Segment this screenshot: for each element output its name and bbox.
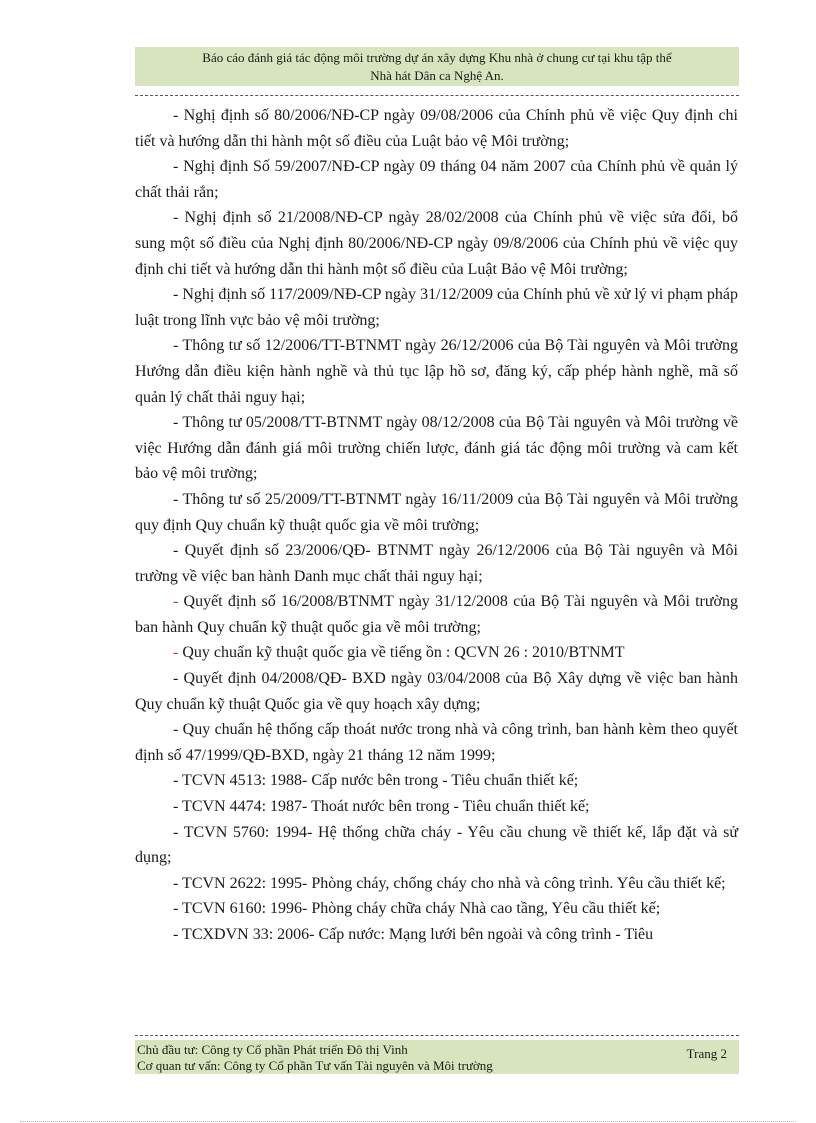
list-dash: - [173, 414, 179, 432]
list-item [135, 282, 738, 333]
list-dash: - [173, 209, 179, 227]
list-item [135, 717, 738, 768]
list-item-text: Nghị định số 21/2008/NĐ-CP ngày 28/02/2008 của Chính phủ về việc sửa đổi, bổ sung một số điều của Nghị định 80/2006/NĐ-CP ngày 09/8/2006 của Chính phủ về việc quy định chi tiết và hướng dẫn thi hành một số điều của Luật Bảo vệ Môi trường; [135, 209, 738, 278]
list-dash: - [173, 874, 179, 892]
list-dash: - [173, 158, 179, 176]
list-item-text: TCVN 5760: 1994- Hệ thống chữa cháy - Yêu cầu chung về thiết kế, lắp đặt và sử dụng; [135, 823, 738, 867]
list-item-text: TCXDVN 33: 2006- Cấp nước: Mạng lưới bên ngoài và công trình - Tiêu [178, 926, 654, 943]
header-title-line1: Báo cáo đánh giá tác động môi trường dự án xây dựng Khu nhà ở chung cư tại khu tập thể [202, 50, 672, 65]
list-item [135, 871, 738, 897]
list-dash: - [173, 772, 179, 790]
list-item-text: Thông tư số 25/2009/TT-BTNMT ngày 16/11/2009 của Bộ Tài nguyên và Môi trường quy định Quy chuẩn kỹ thuật quốc gia về môi trường; [135, 490, 738, 534]
list-item-text: TCVN 4474: 1987- Thoát nước bên trong - Tiêu chuẩn thiết kế; [178, 798, 590, 816]
header-divider [135, 95, 739, 96]
list-dash: - [173, 721, 179, 739]
list-dash: - [173, 926, 179, 943]
list-item [135, 410, 738, 487]
list-item-text: Nghị định Số 59/2007/NĐ-CP ngày 09 tháng 04 năm 2007 của Chính phủ về quản lý chất thải rắn; [135, 158, 738, 201]
list-item [135, 538, 738, 589]
footer-consultant: Cơ quan tư vấn: Công ty Cổ phần Tư vấn Tài nguyên và Môi trường [137, 1058, 493, 1073]
list-item [135, 589, 738, 640]
list-item [135, 922, 738, 948]
page-header [135, 47, 739, 86]
list-item [135, 103, 738, 154]
list-dash: - [173, 593, 179, 611]
list-item-text: TCVN 2622: 1995- Phòng cháy, chống cháy cho nhà và công trình. Yêu cầu thiết kế; [178, 874, 726, 892]
list-dash: - [173, 286, 179, 304]
page-number: Trang 2 [686, 1046, 727, 1061]
list-dash: - [173, 900, 179, 918]
list-dash: - [173, 670, 179, 688]
list-dash: - [173, 107, 179, 124]
list-item-text: Quyết định số 16/2008/BTNMT ngày 31/12/2008 của Bộ Tài nguyên và Môi trường ban hành Quy chuẩn kỹ thuật quốc gia về môi trường; [135, 593, 738, 636]
list-item [135, 205, 738, 282]
list-item [135, 154, 738, 205]
list-item-text: Quy chuẩn kỹ thuật quốc gia về tiếng ồn : QCVN 26 : 2010/BTNMT [178, 644, 625, 662]
footer-divider [135, 1035, 739, 1036]
list-item-text: Thông tư 05/2008/TT-BTNMT ngày 08/12/2008 của Bộ Tài nguyên và Môi trường về việc Hướng dẫn đánh giá môi trường chiến lược, đánh giá tác động môi trường và cam kết bảo vệ môi trường; [135, 414, 738, 483]
list-item-text: Thông tư số 12/2006/TT-BTNMT ngày 26/12/2006 của Bộ Tài nguyên và Môi trường Hướng dẫn điều kiện hành nghề và thủ tục lập hồ sơ, đăng ký, cấp phép hành nghề, mã số quản lý chất thải nguy hại; [135, 337, 738, 406]
footer-investor: Chủ đầu tư: Công ty Cổ phần Phát triển Đô thị Vinh [137, 1042, 408, 1057]
list-dash: - [173, 490, 179, 508]
list-item-text: Nghị định số 80/2006/NĐ-CP ngày 09/08/2006 của Chính phủ về việc Quy định chi tiết và hướng dẫn thi hành một số điều của Luật bảo vệ Môi trường; [135, 107, 738, 150]
list-item [135, 640, 738, 666]
list-dash: - [173, 542, 179, 560]
list-dash: - [173, 798, 179, 816]
list-dash: - [173, 337, 179, 355]
list-item-text: Quy chuẩn hệ thống cấp thoát nước trong nhà và công trình, ban hành kèm theo quyết định số 47/1999/QĐ-BXD, ngày 21 tháng 12 năm 1999; [135, 721, 738, 764]
list-item [135, 896, 738, 922]
list-dash: - [173, 644, 179, 662]
list-item-text: Quyết định số 23/2006/QĐ- BTNMT ngày 26/12/2006 của Bộ Tài nguyên và Môi trường về việc ban hành Danh mục chất thải nguy hại; [135, 542, 738, 585]
list-item-text: TCVN 4513: 1988- Cấp nước bên trong - Tiêu chuẩn thiết kế; [178, 772, 579, 790]
list-item [135, 666, 738, 717]
list-item [135, 487, 738, 538]
document-body [135, 103, 738, 948]
list-dash: - [173, 823, 179, 841]
list-item [135, 333, 738, 410]
footer-info [137, 1042, 493, 1074]
list-item-text: TCVN 6160: 1996- Phòng cháy chữa cháy Nhà cao tầng, Yêu cầu thiết kế; [178, 900, 661, 918]
list-item-text: Quyết định 04/2008/QĐ- BXD ngày 03/04/2008 của Bộ Xây dựng về việc ban hành Quy chuẩn kỹ thuật Quốc gia về quy hoạch xây dựng; [135, 670, 738, 713]
list-item-text: Nghị định số 117/2009/NĐ-CP ngày 31/12/2009 của Chính phủ về xử lý vi phạm pháp luật trong lĩnh vực bảo vệ môi trường; [135, 286, 738, 329]
list-item [135, 794, 738, 820]
list-item [135, 820, 738, 871]
header-title-line2: Nhà hát Dân ca Nghệ An. [370, 68, 504, 83]
page-footer [135, 1040, 739, 1074]
list-item [135, 768, 738, 794]
page-bottom-edge [20, 1121, 796, 1122]
